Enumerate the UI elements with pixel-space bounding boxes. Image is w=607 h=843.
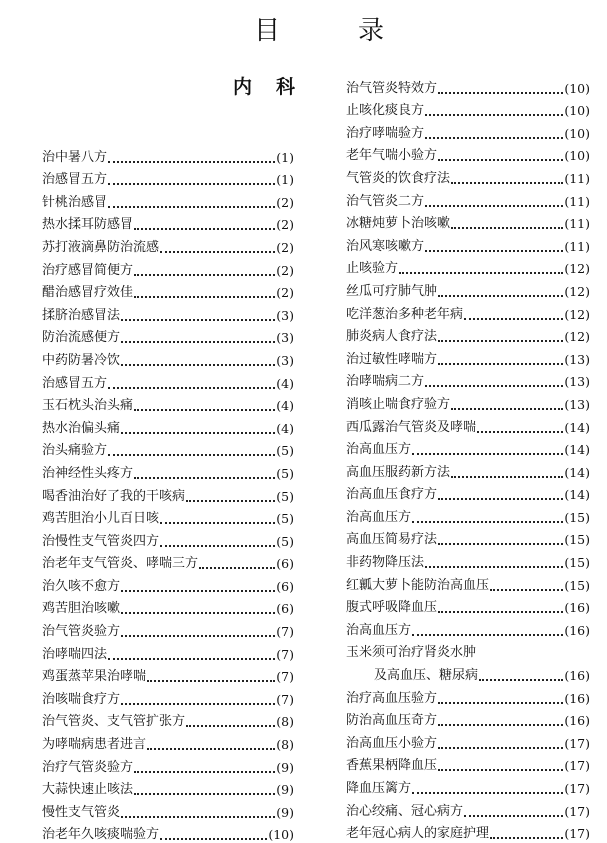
toc-entry-title: 揉脐治感冒法: [42, 307, 121, 323]
toc-leader-dots: [121, 612, 275, 614]
toc-leader-dots: [186, 500, 275, 502]
toc-entry[interactable]: [42, 663, 294, 686]
toc-entry[interactable]: [42, 188, 294, 211]
toc-entry-title: 防治高血压奇方: [346, 713, 438, 729]
toc-entry-title: 鸡苦胆治小儿百日咳: [42, 511, 160, 527]
toc-entry[interactable]: [346, 684, 590, 707]
toc-entry-page: (15): [564, 532, 590, 548]
toc-entry[interactable]: [346, 774, 590, 797]
toc-entry[interactable]: [346, 548, 590, 571]
toc-entry-page: (10): [564, 80, 590, 96]
toc-entry[interactable]: [42, 256, 294, 279]
toc-entry[interactable]: [42, 279, 294, 302]
toc-entry-title: 热水揉耳防感冒: [42, 217, 134, 233]
toc-entry[interactable]: [42, 301, 294, 324]
toc-leader-dots: [121, 816, 275, 818]
toc-entry-page: (17): [564, 735, 590, 751]
toc-leader-dots: [425, 385, 563, 387]
toc-entry[interactable]: [346, 413, 590, 436]
toc-entry[interactable]: [42, 482, 294, 505]
toc-entry-page: (3): [276, 307, 294, 323]
toc-entry-title: 治高血压方: [346, 509, 412, 525]
toc-entry-page: (17): [564, 803, 590, 819]
toc-entry-page: (4): [276, 398, 294, 414]
toc-entry[interactable]: [346, 390, 590, 413]
toc-entry[interactable]: [42, 414, 294, 437]
toc-entry-page: (6): [276, 578, 294, 594]
toc-entry[interactable]: [42, 821, 294, 843]
toc-entry-page: (15): [564, 555, 590, 571]
toc-entry-page: (15): [564, 577, 590, 593]
toc-entry-page: (10): [564, 148, 590, 164]
toc-entry-title: 肺炎病人食疗法: [346, 329, 438, 345]
toc-entry-page: (2): [276, 239, 294, 255]
toc-leader-dots: [121, 635, 275, 637]
toc-entry[interactable]: [42, 753, 294, 776]
toc-entry[interactable]: [346, 661, 590, 684]
toc-entry-title: 及高血压、糖尿病: [374, 668, 479, 684]
toc-entry[interactable]: [346, 300, 590, 323]
toc-entry[interactable]: [346, 368, 590, 391]
toc-entry-title: 治疗气管炎验方: [42, 759, 134, 775]
toc-entry[interactable]: [42, 595, 294, 618]
toc-leader-dots: [121, 319, 275, 321]
toc-entry[interactable]: [42, 550, 294, 573]
toc-entry-page: (16): [564, 690, 590, 706]
toc-entry-title: 治风寒咳嗽方: [346, 238, 425, 254]
toc-entry-title: 玉石枕头治头痛: [42, 398, 134, 414]
toc-entry-page: (9): [276, 804, 294, 820]
toc-entry-page: (4): [276, 375, 294, 391]
toc-leader-dots: [451, 182, 563, 184]
toc-entry[interactable]: [346, 526, 590, 549]
toc-entry[interactable]: [346, 119, 590, 142]
toc-entry-title: 治气管炎验方: [42, 624, 121, 640]
toc-entry-page: (5): [276, 465, 294, 481]
toc-leader-dots: [147, 680, 275, 682]
toc-entry[interactable]: [42, 143, 294, 166]
toc-entry-title: 治高血压食疗方: [346, 487, 438, 503]
toc-entry-title: 治老年支气管炎、哮喘三方: [42, 556, 199, 572]
toc-entry-title: 止咳化痰良方: [346, 103, 425, 119]
toc-leader-dots: [412, 453, 563, 455]
toc-entry-page: (6): [276, 601, 294, 617]
toc-leader-dots: [438, 611, 563, 613]
toc-leader-dots: [108, 658, 275, 660]
toc-entry-title: 治老年久咳痰喘验方: [42, 827, 160, 843]
toc-entry-title: 消咳止喘食疗验方: [346, 396, 451, 412]
toc-entry-page: (12): [564, 329, 590, 345]
toc-entry[interactable]: [346, 74, 590, 97]
toc-entry[interactable]: [42, 369, 294, 392]
toc-leader-dots: [438, 159, 563, 161]
toc-entry[interactable]: [42, 437, 294, 460]
toc-entry-page: (16): [564, 600, 590, 616]
toc-entry-page: (2): [276, 217, 294, 233]
toc-entry[interactable]: [346, 164, 590, 187]
toc-entry-page: (6): [276, 556, 294, 572]
toc-leader-dots: [134, 228, 275, 230]
toc-leader-dots: [134, 296, 275, 298]
toc-entry-page: (12): [564, 306, 590, 322]
toc-entry-page: (5): [276, 533, 294, 549]
toc-entry[interactable]: [42, 617, 294, 640]
toc-entry-page: (2): [276, 285, 294, 301]
toc-entry-title: 治感冒五方: [42, 375, 108, 391]
toc-leader-dots: [121, 364, 275, 366]
toc-leader-dots: [451, 227, 563, 229]
toc-entry-page: (15): [564, 509, 590, 525]
toc-entry-page: (14): [564, 419, 590, 435]
toc-entry-title: 治神经性头疼方: [42, 465, 134, 481]
toc-entry[interactable]: [42, 211, 294, 234]
toc-entry-title: 治过敏性哮喘方: [346, 351, 438, 367]
toc-entry-title: 针桃治感冒: [42, 194, 108, 210]
toc-leader-dots: [490, 837, 563, 839]
toc-entry-title: 降血压篱方: [346, 781, 412, 796]
toc-entry[interactable]: [346, 187, 590, 210]
toc-entry-title: 治疗感冒简便方: [42, 262, 134, 278]
toc-entry-page: (16): [564, 668, 590, 684]
toc-entry[interactable]: [42, 233, 294, 256]
toc-entry-page: (5): [276, 511, 294, 527]
toc-entry-page: (14): [564, 442, 590, 458]
toc-entry[interactable]: [346, 616, 590, 639]
toc-entry-title: 治高血压小验方: [346, 735, 438, 751]
toc-leader-dots: [438, 295, 563, 297]
toc-leader-dots: [108, 183, 275, 185]
toc-entry[interactable]: [346, 707, 590, 730]
toc-left-column: [42, 143, 294, 843]
toc-entry[interactable]: [42, 346, 294, 369]
toc-entry[interactable]: [42, 527, 294, 550]
toc-entry[interactable]: [346, 345, 590, 368]
toc-entry-page: (16): [564, 713, 590, 729]
toc-entry-page: (16): [564, 622, 590, 638]
toc-entry-title: 治感冒五方: [42, 172, 108, 188]
toc-leader-dots: [134, 274, 275, 276]
toc-leader-dots: [134, 771, 275, 773]
toc-entry-page: (13): [564, 396, 590, 412]
toc-entry-title: 吃洋葱治多种老年病: [346, 306, 464, 322]
toc-entry-page: (7): [276, 646, 294, 662]
toc-entry-title: 鸡蛋蒸苹果治哮喘: [42, 669, 147, 685]
toc-entry[interactable]: [42, 730, 294, 753]
toc-entry-title: 高血压服药新方法: [346, 464, 451, 480]
toc-entry-title: 热水治偏头痛: [42, 420, 121, 436]
toc-entry-title: 气管炎的饮食疗法: [346, 170, 451, 186]
toc-entry-page: (7): [276, 691, 294, 707]
toc-entry-title: 醋治感冒疗效佳: [42, 285, 134, 301]
toc-entry-title: 治气管炎二方: [346, 193, 425, 209]
toc-leader-dots: [412, 634, 563, 636]
toc-entry-title: 冰糖炖萝卜治咳嗽: [346, 216, 451, 232]
toc-leader-dots: [121, 703, 275, 705]
toc-entry-title: 玉米须可治疗肾炎水肿: [346, 645, 477, 661]
toc-leader-dots: [425, 566, 563, 568]
toc-leader-dots: [438, 747, 563, 749]
toc-entry-page: (5): [276, 443, 294, 459]
toc-entry-page: (10): [564, 125, 590, 141]
toc-entry-page: (14): [564, 487, 590, 503]
toc-entry-title: 治气管炎、支气管扩张方: [42, 714, 186, 730]
toc-leader-dots: [108, 454, 275, 456]
toc-entry[interactable]: [346, 639, 590, 662]
toc-entry[interactable]: [346, 729, 590, 752]
toc-entry[interactable]: [42, 708, 294, 731]
toc-entry-page: (10): [564, 103, 590, 119]
toc-entry[interactable]: [42, 572, 294, 595]
toc-leader-dots: [121, 341, 275, 343]
toc-entry-page: (3): [276, 352, 294, 368]
toc-entry[interactable]: [346, 255, 590, 278]
toc-entry-title: 止咳验方: [346, 261, 399, 277]
toc-leader-dots: [108, 161, 275, 163]
toc-leader-dots: [108, 387, 275, 389]
toc-leader-dots: [464, 318, 563, 320]
toc-entry-title: 鸡苦胆治咳嗽: [42, 601, 121, 617]
toc-leader-dots: [438, 363, 563, 365]
toc-entry-title: 香蕉果柄降血压: [346, 758, 438, 774]
toc-leader-dots: [160, 522, 275, 524]
toc-leader-dots: [134, 477, 275, 479]
toc-leader-dots: [121, 590, 275, 592]
toc-entry-page: (17): [564, 826, 590, 842]
toc-entry-page: (12): [564, 283, 590, 299]
toc-leader-dots: [199, 567, 275, 569]
toc-entry-title: 治久咳不愈方: [42, 578, 121, 594]
toc-entry[interactable]: [346, 323, 590, 346]
toc-leader-dots: [425, 114, 563, 116]
toc-entry-title: 治高血压方: [346, 622, 412, 638]
toc-entry-title: 红瓤大萝卜能防治高血压: [346, 577, 490, 593]
toc-leader-dots: [490, 589, 563, 591]
toc-entry[interactable]: [346, 503, 590, 526]
page-title-char-1: 目: [254, 16, 281, 46]
toc-entry-page: (4): [276, 420, 294, 436]
toc-leader-dots: [412, 521, 563, 523]
toc-entry-page: (8): [276, 714, 294, 730]
toc-leader-dots: [412, 792, 563, 794]
toc-leader-dots: [438, 92, 563, 94]
toc-entry-page: (7): [276, 624, 294, 640]
toc-entry-page: (17): [564, 781, 590, 796]
toc-entry[interactable]: [42, 685, 294, 708]
toc-entry-page: (2): [276, 262, 294, 278]
toc-leader-dots: [451, 408, 563, 410]
toc-entry-title: 腹式呼吸降血压: [346, 600, 438, 616]
toc-leader-dots: [425, 250, 563, 252]
toc-leader-dots: [186, 725, 275, 727]
toc-entry[interactable]: [42, 392, 294, 415]
toc-entry-page: (5): [276, 488, 294, 504]
toc-entry-title: 慢性支气管炎: [42, 804, 121, 820]
toc-entry-page: (10): [268, 827, 294, 843]
toc-entry-page: (2): [276, 194, 294, 210]
toc-leader-dots: [160, 838, 267, 840]
toc-entry-title: 老年气喘小验方: [346, 148, 438, 164]
toc-entry-page: (9): [276, 759, 294, 775]
toc-entry-title: 高血压简易疗法: [346, 532, 438, 548]
toc-entry[interactable]: [346, 97, 590, 120]
toc-entry[interactable]: [346, 797, 590, 820]
toc-entry-title: 喝香油治好了我的干咳病: [42, 488, 186, 504]
toc-leader-dots: [438, 724, 563, 726]
toc-right-column: [346, 74, 590, 842]
toc-entry-page: (1): [276, 172, 294, 188]
toc-entry-title: 治慢性支气管炎四方: [42, 533, 160, 549]
toc-entry-page: (14): [564, 464, 590, 480]
toc-entry[interactable]: [42, 640, 294, 663]
toc-entry-title: 苏打液滴鼻防治流感: [42, 239, 160, 255]
toc-entry[interactable]: [42, 166, 294, 189]
toc-entry[interactable]: [346, 458, 590, 481]
toc-entry-page: (3): [276, 330, 294, 346]
toc-leader-dots: [108, 206, 275, 208]
toc-entry-title: 丝瓜可疗肺气肿: [346, 283, 438, 299]
toc-entry-page: (17): [564, 758, 590, 774]
toc-entry[interactable]: [346, 820, 590, 843]
toc-leader-dots: [438, 543, 563, 545]
toc-entry-page: (1): [276, 149, 294, 165]
toc-entry-page: (9): [276, 782, 294, 798]
toc-leader-dots: [464, 815, 563, 817]
section-title: 内科: [233, 76, 320, 98]
toc-leader-dots: [399, 272, 563, 274]
toc-entry[interactable]: [42, 798, 294, 821]
toc-entry-title: 治哮喘病二方: [346, 374, 425, 390]
toc-leader-dots: [451, 476, 563, 478]
toc-leader-dots: [477, 431, 563, 433]
toc-entry[interactable]: [42, 324, 294, 347]
toc-entry-page: (11): [564, 238, 590, 254]
toc-leader-dots: [425, 137, 563, 139]
toc-entry-page: (12): [564, 261, 590, 277]
toc-entry-title: 治头痛验方: [42, 443, 108, 459]
toc-entry-title: 治气管炎特效方: [346, 80, 438, 96]
toc-entry-page: (11): [564, 216, 590, 232]
toc-entry-title: 治高血压方: [346, 442, 412, 458]
toc-leader-dots: [134, 793, 275, 795]
toc-entry-title: 中药防暑冷饮: [42, 352, 121, 368]
toc-entry-title: 大蒜快速止咳法: [42, 782, 134, 798]
toc-leader-dots: [438, 340, 563, 342]
toc-leader-dots: [121, 432, 275, 434]
toc-leader-dots: [438, 702, 563, 704]
toc-entry-title: 治中暑八方: [42, 149, 108, 165]
toc-entry-title: 治疗高血压验方: [346, 690, 438, 706]
toc-entry[interactable]: [346, 210, 590, 233]
toc-entry-title: 治疗哮喘验方: [346, 125, 425, 141]
toc-entry[interactable]: [42, 459, 294, 482]
toc-leader-dots: [160, 251, 275, 253]
toc-entry-title: 老年冠心病人的家庭护理: [346, 826, 490, 842]
toc-entry-page: (11): [564, 193, 590, 209]
toc-entry-page: (11): [564, 170, 590, 186]
toc-entry-title: 非药物降压法: [346, 555, 425, 571]
toc-leader-dots: [438, 769, 563, 771]
toc-entry-title: 为哮喘病患者进言: [42, 737, 147, 753]
toc-leader-dots: [134, 409, 275, 411]
toc-entry[interactable]: [346, 752, 590, 775]
toc-leader-dots: [160, 545, 275, 547]
toc-leader-dots: [438, 498, 563, 500]
toc-entry-title: 治咳喘食疗方: [42, 691, 121, 707]
toc-leader-dots: [425, 205, 563, 207]
toc-entry[interactable]: [346, 277, 590, 300]
toc-leader-dots: [479, 679, 563, 681]
toc-entry-page: (7): [276, 669, 294, 685]
toc-entry-page: (8): [276, 737, 294, 753]
toc-entry-title: 治哮喘四法: [42, 646, 108, 662]
toc-entry[interactable]: [346, 571, 590, 594]
toc-entry[interactable]: [346, 142, 590, 165]
toc-entry[interactable]: [346, 436, 590, 459]
toc-entry[interactable]: [42, 505, 294, 528]
toc-entry-title: 治心绞痛、冠心病方: [346, 803, 464, 819]
toc-entry-title: 西瓜露治气管炎及哮喘: [346, 419, 477, 435]
toc-entry[interactable]: [346, 481, 590, 504]
toc-entry-title: 防治流感便方: [42, 330, 121, 346]
page-title-char-2: 录: [358, 16, 385, 46]
toc-entry[interactable]: [346, 594, 590, 617]
toc-entry-page: (13): [564, 351, 590, 367]
toc-entry[interactable]: [42, 776, 294, 799]
toc-entry[interactable]: [346, 232, 590, 255]
toc-leader-dots: [147, 748, 275, 750]
toc-entry-page: (13): [564, 374, 590, 390]
